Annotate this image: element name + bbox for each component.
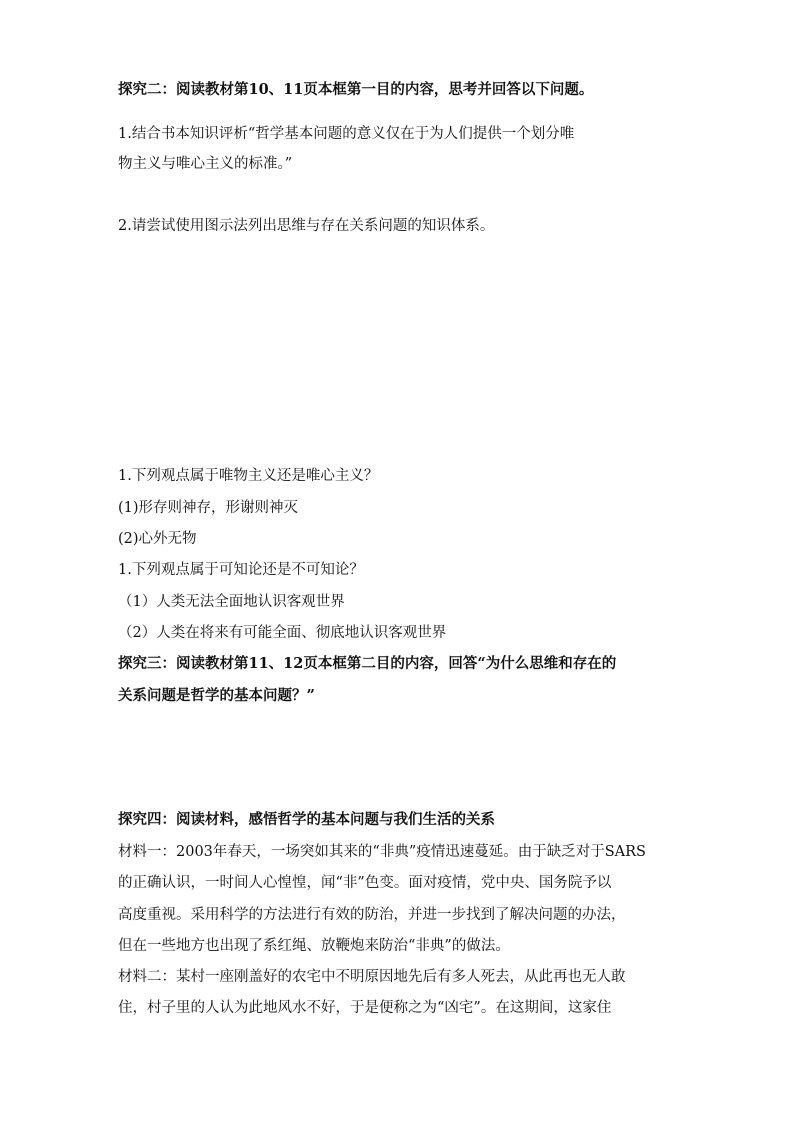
- material2-line1: 材料二：某村一座刚盖好的农宅中不明原因地先后有多人死去，从此再也无人敢: [118, 969, 626, 985]
- inquiry2-heading: 探究二：阅读教材第10、11页本框第一目的内容，思考并回答以下问题。: [118, 81, 594, 98]
- inquiry2-question1-line2: 物主义与唯心主义的标准。”: [118, 156, 293, 172]
- exercise-b-item1: （1）人类无法全面地认识客观世界: [118, 594, 345, 610]
- material1-line2: 的正确认识，一时间人心惶惶，闻“非”色变。面对疫情，党中央、国务院予以: [118, 875, 612, 891]
- inquiry3-line1: 探究三：阅读教材第11、12页本框第二目的内容，回答“为什么思维和存在的: [118, 655, 617, 672]
- inquiry2-question2: 2.请尝试使用图示法列出思维与存在关系问题的知识体系。: [118, 218, 495, 234]
- exercise-b-item2: （2）人类在将来有可能全面、彻底地认识客观世界: [118, 625, 447, 641]
- exercise-b-question: 1.下列观点属于可知论还是不可知论？: [118, 562, 364, 578]
- inquiry3-line2: 关系问题是哲学的基本问题？”: [118, 687, 315, 704]
- material1-line1: 材料一：2003年春天，一场突如其来的“非典”疫情迅速蔓延。由于缺乏对于SARS: [118, 844, 646, 860]
- exercise-a-item1: (1)形存则神存，形谢则神灭: [118, 500, 299, 516]
- exercise-a-question: 1.下列观点属于唯物主义还是唯心主义？: [118, 468, 379, 484]
- material2-line2: 住，村子里的人认为此地风水不好，于是便称之为“凶宅”。在这期间，这家住: [118, 1000, 612, 1016]
- exercise-a-item2: (2)心外无物: [118, 531, 197, 547]
- inquiry4-heading: 探究四：阅读材料，感悟哲学的基本问题与我们生活的关系: [118, 811, 495, 828]
- inquiry2-question1-line1: 1.结合书本知识评析“哲学基本问题的意义仅在于为人们提供一个划分唯: [118, 126, 575, 142]
- material1-line3: 高度重视。采用科学的方法进行有效的防治，并进一步找到了解决问题的办法，: [118, 907, 626, 923]
- material1-line4: 但在一些地方也出现了系红绳、放鞭炮来防治“非典”的做法。: [118, 938, 510, 954]
